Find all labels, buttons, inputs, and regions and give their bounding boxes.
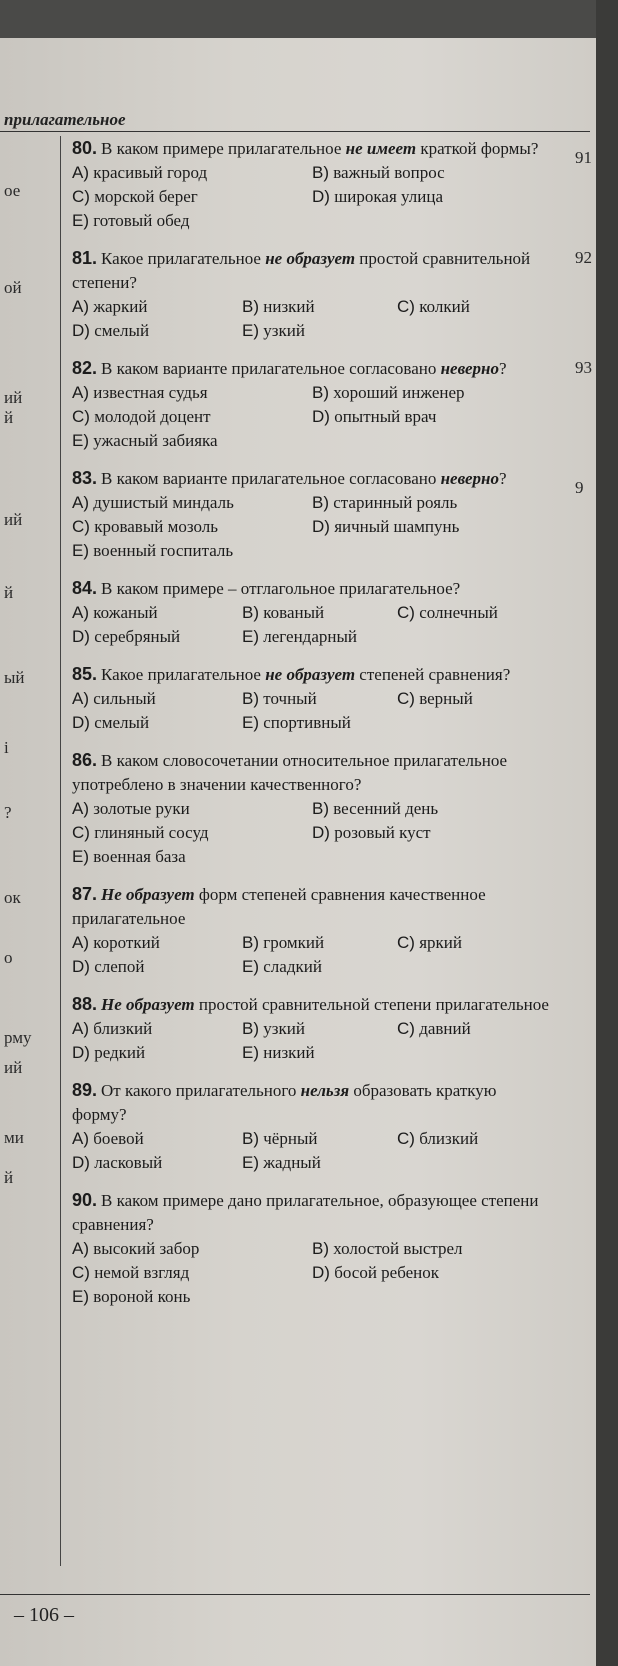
question-88 [72,992,552,1065]
answer-option [312,381,552,405]
question-80 [72,136,552,233]
answer-option [242,295,397,319]
answer-option [72,319,242,343]
answer-option [312,797,552,821]
option-letter: E) [242,321,259,340]
option-text: военная база [93,847,186,866]
option-letter: D) [312,187,330,206]
option-text: кожаный [93,603,158,622]
footer-rule [0,1594,590,1595]
option-letter: C) [397,297,415,316]
answer-option [242,955,397,979]
question-prefix: В каком варианте прилагательное согласовано [101,469,441,488]
question-suffix: краткой формы? [416,139,539,158]
question-85 [72,662,552,735]
column-divider [60,136,61,1566]
option-letter: B) [242,689,259,708]
margin-fragment: і [4,738,9,757]
margin-fragment: ий [4,510,23,529]
margin-fragment: ? [4,803,12,822]
answer-option [72,515,312,539]
option-letter: B) [242,603,259,622]
option-letter: C) [72,823,90,842]
answer-options [72,1127,552,1175]
option-text: красивый город [93,163,208,182]
answer-option [72,161,312,185]
answer-option [72,687,242,711]
option-text: боевой [93,1129,144,1148]
option-text: смелый [94,713,150,732]
question-emphasis: не образует [265,665,356,684]
answer-option [312,1237,552,1261]
option-letter: A) [72,1239,89,1258]
question-number: 85. [72,664,98,684]
option-letter: E) [242,957,259,976]
question-86 [72,748,552,869]
option-text: смелый [94,321,150,340]
option-letter: C) [397,689,415,708]
question-prefix: В каком примере дано прилагательное, образующее степени сравнения? [72,1191,539,1234]
margin-fragment: ий [4,1058,23,1077]
option-letter: A) [72,1129,89,1148]
option-letter: E) [242,1043,259,1062]
question-82 [72,356,552,453]
option-letter: B) [242,1019,259,1038]
option-text: близкий [93,1019,153,1038]
option-letter: B) [242,933,259,952]
option-text: колкий [419,297,470,316]
question-prefix: Какое прилагательное [101,249,266,268]
question-prefix: В каком словосочетании относительное прилагательное употреблено в значении качественного? [72,751,508,794]
option-letter: B) [312,163,329,182]
answer-options [72,687,552,735]
option-letter: E) [242,627,259,646]
answer-option [312,405,552,429]
question-number: 88. [72,994,98,1014]
option-text: солнечный [419,603,498,622]
question-prefix: Какое прилагательное [101,665,266,684]
question-prefix: В каком примере – отглагольное прилагательное? [101,579,461,598]
margin-fragment: о [4,948,13,967]
question-text [72,1188,552,1237]
option-text: немой взгляд [94,1263,190,1282]
answer-options [72,491,552,563]
question-emphasis: не образует [265,249,356,268]
answer-option [397,687,552,711]
answer-options [72,295,552,343]
question-84 [72,576,552,649]
option-text: близкий [419,1129,479,1148]
answer-option [72,209,312,233]
question-number: 90. [72,1190,98,1210]
answer-option [72,931,242,955]
answer-option [72,491,312,515]
answer-option [72,955,242,979]
question-text [72,992,552,1017]
option-text: узкий [263,321,305,340]
option-text: низкий [263,297,315,316]
question-number: 86. [72,750,98,770]
option-letter: A) [72,163,89,182]
option-letter: E) [72,1287,89,1306]
answer-option [242,319,397,343]
question-90 [72,1188,552,1309]
option-letter: E) [72,211,89,230]
answer-options [72,1237,552,1309]
answer-option [72,845,312,869]
answer-option [72,1261,312,1285]
answer-option [72,1017,242,1041]
question-text [72,748,552,797]
answer-option [242,1151,397,1175]
option-text: ласковый [94,1153,163,1172]
question-text [72,576,552,601]
margin-fragment: 92 [575,248,592,267]
margin-fragment: 91 [575,148,592,167]
option-letter: D) [72,1043,90,1062]
answer-option [72,797,312,821]
option-letter: D) [72,321,90,340]
option-text: глиняный сосуд [94,823,209,842]
question-text [72,882,552,931]
answer-option [242,711,397,735]
answer-option [397,601,552,625]
answer-option [312,515,552,539]
margin-fragment: 93 [575,358,592,377]
option-text: редкий [94,1043,146,1062]
option-text: легендарный [263,627,357,646]
option-letter: A) [72,493,89,512]
question-emphasis: неверно [440,359,499,378]
option-letter: D) [72,713,90,732]
option-text: опытный врач [334,407,437,426]
answer-option [397,295,552,319]
margin-fragment: ок [4,888,21,907]
question-text [72,466,552,491]
answer-option [72,381,312,405]
question-text [72,356,552,381]
answer-option [312,185,552,209]
option-text: серебряный [94,627,181,646]
answer-option [242,1017,397,1041]
question-number: 83. [72,468,98,488]
option-letter: D) [72,1153,90,1172]
margin-fragment: й [4,583,14,602]
question-suffix: форм степеней сравнения качественное прилагательное [72,885,486,928]
option-text: сладкий [263,957,322,976]
question-number: 87. [72,884,98,904]
answer-options [72,931,552,979]
option-letter: D) [72,957,90,976]
section-title: прилагательное [4,110,126,129]
question-prefix: В каком примере прилагательное [101,139,346,158]
option-letter: D) [312,517,330,536]
option-letter: A) [72,799,89,818]
option-letter: C) [72,517,90,536]
answer-option [242,1127,397,1151]
option-letter: D) [312,407,330,426]
option-text: кованый [263,603,325,622]
answer-option [72,1041,242,1065]
option-text: точный [263,689,317,708]
option-letter: B) [312,799,329,818]
margin-fragment: ый [4,668,25,687]
option-letter: D) [312,1263,330,1282]
margin-fragment: ое [4,181,21,200]
answer-option [397,1127,552,1151]
answer-option [72,295,242,319]
question-number: 80. [72,138,98,158]
option-letter: D) [72,627,90,646]
option-letter: C) [72,1263,90,1282]
option-letter: A) [72,383,89,402]
question-text [72,1078,552,1127]
book-page [0,38,596,1666]
option-text: высокий забор [93,1239,200,1258]
option-text: яркий [419,933,462,952]
option-letter: B) [312,1239,329,1258]
question-81 [72,246,552,343]
page-edge-shadow [596,0,618,1666]
option-letter: A) [72,689,89,708]
answer-option [242,931,397,955]
question-emphasis: Не образует [101,995,195,1014]
option-text: морской берег [94,187,198,206]
answer-option [72,1151,242,1175]
answer-option [72,1237,312,1261]
answer-option [72,539,312,563]
option-letter: A) [72,933,89,952]
answer-option [312,161,552,185]
question-prefix: От какого прилагательного [101,1081,301,1100]
question-87 [72,882,552,979]
margin-fragment: рму [4,1028,32,1047]
question-89 [72,1078,552,1175]
option-text: весенний день [333,799,439,818]
question-suffix: ? [498,469,507,488]
answer-option [72,1127,242,1151]
answer-option [397,931,552,955]
answer-options [72,1017,552,1065]
option-letter: D) [312,823,330,842]
option-text: низкий [263,1043,315,1062]
answer-options [72,797,552,869]
option-letter: E) [72,847,89,866]
option-text: узкий [263,1019,305,1038]
answer-options [72,381,552,453]
option-text: чёрный [263,1129,318,1148]
answer-option [72,185,312,209]
answer-option [72,1285,312,1309]
answer-option [312,491,552,515]
margin-fragment: ий [4,388,23,407]
option-text: молодой доцент [94,407,211,426]
question-emphasis: нельзя [300,1081,350,1100]
option-text: ужасный забияка [93,431,218,450]
option-text: спортивный [263,713,351,732]
question-text [72,662,552,687]
question-suffix: образовать краткую форму? [72,1081,497,1124]
question-list [72,136,552,1322]
option-letter: A) [72,1019,89,1038]
option-text: жадный [263,1153,321,1172]
option-text: верный [419,689,473,708]
option-text: военный госпиталь [93,541,234,560]
option-text: сильный [93,689,156,708]
option-text: важный вопрос [333,163,445,182]
option-text: розовый куст [334,823,431,842]
option-text: босой ребенок [334,1263,440,1282]
answer-option [72,601,242,625]
question-suffix: степеней сравнения? [355,665,511,684]
answer-option [242,1041,397,1065]
option-letter: C) [397,1019,415,1038]
option-text: громкий [263,933,325,952]
question-text [72,246,552,295]
answer-option [72,711,242,735]
answer-option [312,1261,552,1285]
option-text: вороной конь [93,1287,191,1306]
option-letter: C) [397,1129,415,1148]
option-letter: C) [72,407,90,426]
margin-fragment: й [4,408,14,427]
answer-option [72,405,312,429]
option-text: слепой [94,957,145,976]
option-text: короткий [93,933,160,952]
answer-option [72,821,312,845]
option-text: хороший инженер [333,383,465,402]
header-rule [0,131,590,132]
answer-option [312,821,552,845]
option-letter: A) [72,297,89,316]
question-number: 89. [72,1080,98,1100]
option-text: яичный шампунь [334,517,460,536]
question-prefix: В каком варианте прилагательное согласовано [101,359,441,378]
option-text: широкая улица [334,187,443,206]
option-text: душистый миндаль [93,493,234,512]
question-emphasis: Не образует [101,885,195,904]
answer-option [242,625,397,649]
answer-option [242,687,397,711]
answer-option [72,429,312,453]
option-text: давний [419,1019,471,1038]
question-emphasis: не имеет [345,139,417,158]
option-text: холостой выстрел [333,1239,463,1258]
option-text: кровавый мозоль [94,517,218,536]
option-letter: E) [72,541,89,560]
margin-fragment: 9 [575,478,584,497]
option-letter: B) [242,297,259,316]
answer-options [72,601,552,649]
option-letter: B) [312,493,329,512]
question-83 [72,466,552,563]
answer-option [397,1017,552,1041]
option-letter: E) [242,1153,259,1172]
margin-fragment: ой [4,278,22,297]
option-letter: B) [312,383,329,402]
answer-option [72,625,242,649]
option-letter: B) [242,1129,259,1148]
margin-fragment: й [4,1168,14,1187]
question-number: 84. [72,578,98,598]
question-emphasis: неверно [440,469,499,488]
option-text: готовый обед [93,211,190,230]
option-text: жаркий [93,297,148,316]
option-letter: E) [72,431,89,450]
question-suffix: простой сравнительной степени? [72,249,531,292]
question-number: 81. [72,248,98,268]
option-letter: C) [397,933,415,952]
answer-option [242,601,397,625]
question-suffix: ? [498,359,507,378]
option-text: золотые руки [93,799,190,818]
answer-options [72,161,552,233]
option-text: старинный рояль [333,493,458,512]
page-number: – 106 – [14,1604,74,1626]
option-letter: E) [242,713,259,732]
question-text [72,136,552,161]
margin-fragment: ми [4,1128,24,1147]
question-number: 82. [72,358,98,378]
option-letter: C) [72,187,90,206]
option-letter: C) [397,603,415,622]
option-letter: A) [72,603,89,622]
question-suffix: простой сравнительной степени прилагательное [194,995,549,1014]
option-text: известная судья [93,383,208,402]
